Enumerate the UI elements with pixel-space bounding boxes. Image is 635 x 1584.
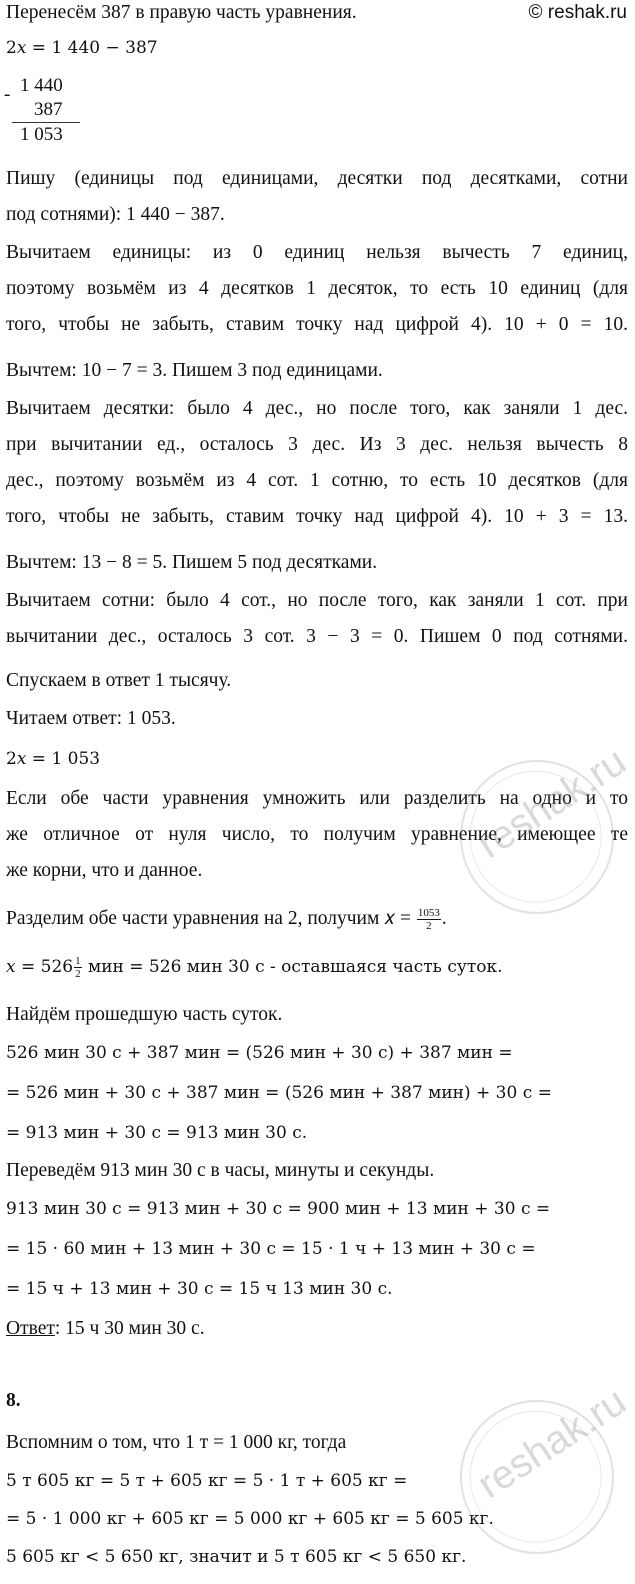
task8-line: 5 т 605 кг = 5 т + 605 кг = 5 · 1 т + 605 кг =	[6, 1471, 408, 1491]
text-line: поэтому возьмём из 4 десятков 1 десяток, то есть 10 единиц (для	[6, 278, 628, 299]
difference: 1 053	[20, 124, 63, 145]
subtrahend: 387	[34, 99, 63, 120]
text-line: Найдём прошедшую часть суток.	[6, 1004, 283, 1025]
text-line: Пишу (единицы под единицами, десятки под десятками, сотни	[6, 168, 628, 189]
task-number: 8.	[6, 1390, 21, 1411]
text-line: Вычитаем десятки: было 4 дес., но после того, как заняли 1 дес.	[6, 398, 628, 419]
equation-line: 526 мин 30 с + 387 мин = (526 мин + 30 с) + 387 мин =	[6, 1043, 513, 1063]
text-line: же отличное от нуля число, то получим уравнение, имеющее те	[6, 824, 628, 845]
equation-line: = 15 ч + 13 мин + 30 с = 15 ч 13 мин 30 с.	[6, 1279, 393, 1299]
minus-sign: -	[4, 84, 11, 105]
text-line: Переведём 913 мин 30 с в часы, минуты и секунды.	[6, 1160, 435, 1181]
equation-line: 2𝑥 = 1 053	[6, 749, 101, 769]
equation-line: = 15 · 60 мин + 13 мин + 30 с = 15 · 1 ч + 13 мин + 30 с =	[6, 1239, 536, 1259]
text-line: при вычитании ед., осталось 3 дес. Из 3 дес. нельзя вычесть 8	[6, 434, 628, 455]
subtraction-rule	[12, 122, 80, 123]
task8-line: Вспомним о том, что 1 т = 1 000 кг, тогда	[6, 1432, 347, 1453]
x-line	[6, 954, 503, 980]
x-lead: 𝑥 = 526	[6, 957, 74, 977]
answer-line	[6, 1316, 205, 1342]
equation-line: = 913 мин + 30 с = 913 мин 30 с.	[6, 1123, 308, 1143]
divide-text: Разделим обе части уравнения на 2, получим 𝑥 =	[6, 908, 411, 929]
equation-line: 2𝑥 = 1 440 − 387	[6, 38, 158, 58]
watermark-text: reshak.ru	[470, 739, 634, 867]
x-tail: мин = 526 мин 30 с - оставшаяся часть суток.	[82, 957, 503, 977]
fraction	[74, 955, 82, 980]
text-line: того, чтобы не забыть, ставим точку над цифрой 4). 10 + 3 = 13.	[6, 506, 628, 527]
intro-line: Перенесём 387 в правую часть уравнения.	[6, 2, 357, 23]
answer-text: : 15 ч 30 мин 30 с.	[54, 1318, 205, 1339]
task8-line: 5 605 кг < 5 650 кг, значит и 5 т 605 кг < 5 650 кг.	[6, 1547, 467, 1567]
text-line: Если обе части уравнения умножить или разделить на одно и то	[6, 788, 628, 809]
minuend: 1 440	[20, 75, 63, 96]
text-line: Читаем ответ: 1 053.	[6, 708, 176, 729]
fraction-denominator: 2	[426, 920, 432, 933]
divide-line	[6, 906, 447, 932]
fraction-denominator: 2	[75, 968, 81, 981]
text-line: вычитании дес., осталось 3 сот. 3 − 3 = 0. Пишем 0 под сотнями.	[6, 626, 628, 647]
text-line: того, чтобы не забыть, ставим точку над цифрой 4). 10 + 0 = 10.	[6, 314, 628, 335]
fraction-numerator: 1	[75, 955, 81, 968]
divide-tail: .	[441, 908, 447, 929]
text-line: Вычитаем сотни: было 4 сот., но после того, как заняли 1 сот. при	[6, 590, 628, 611]
equation-line: = 526 мин + 30 с + 387 мин = (526 мин + 387 мин) + 30 с =	[6, 1083, 552, 1103]
text-line: под сотнями): 1 440 − 387.	[6, 204, 225, 225]
fraction	[417, 907, 441, 932]
task8-line: = 5 · 1 000 кг + 605 кг = 5 000 кг + 605 кг = 5 605 кг.	[6, 1509, 494, 1529]
text-line: Спускаем в ответ 1 тысячу.	[6, 670, 232, 691]
fraction-numerator: 1053	[417, 907, 440, 920]
equation-line: 913 мин 30 с = 913 мин + 30 с = 900 мин + 13 мин + 30 с =	[6, 1199, 551, 1219]
site-mark: © reshak.ru	[528, 2, 627, 23]
text-line: же корни, что и данное.	[6, 860, 203, 881]
answer-label: Ответ	[6, 1318, 55, 1339]
text-line: Вычитаем единицы: из 0 единиц нельзя вычесть 7 единиц,	[6, 242, 628, 263]
text-line: Вычтем: 13 − 8 = 5. Пишем 5 под десятками.	[6, 552, 378, 573]
text-line: Вычтем: 10 − 7 = 3. Пишем 3 под единицами.	[6, 360, 383, 381]
watermark-text: reshak.ru	[470, 1379, 634, 1507]
text-line: дес., поэтому возьмём из 4 сот. 1 сотню, то есть 10 десятков (для	[6, 470, 628, 491]
